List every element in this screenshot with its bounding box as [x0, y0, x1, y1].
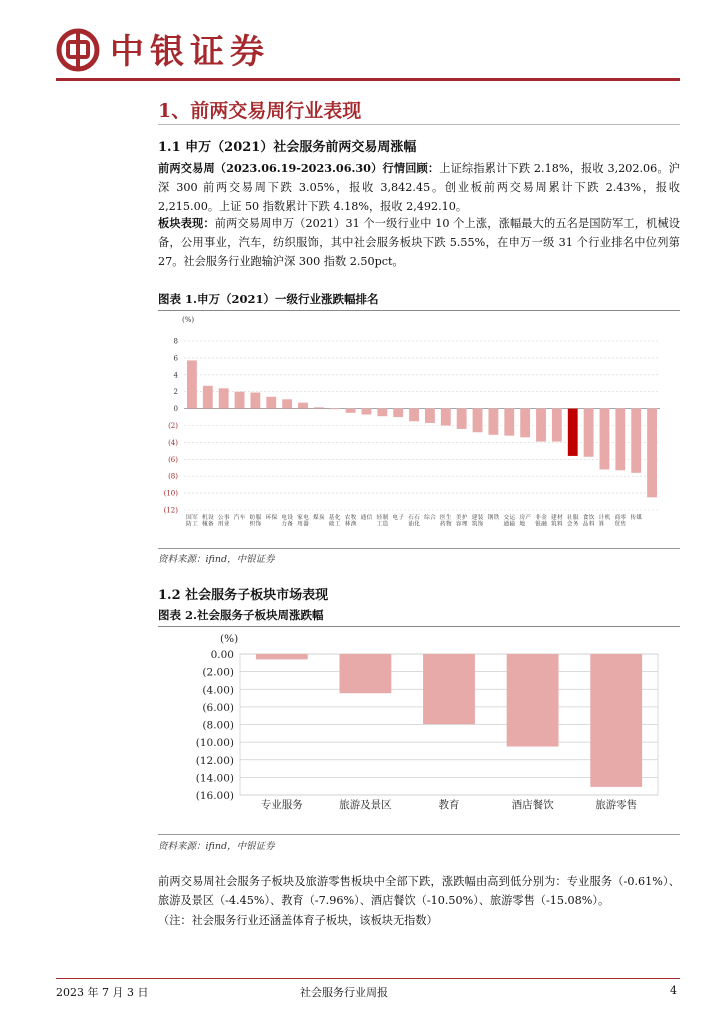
- chart2-bar: [339, 654, 391, 693]
- chart1-x-tick-label: 机械设备: [201, 515, 214, 528]
- chart1-bar: [377, 409, 387, 417]
- footer-rule: [56, 978, 680, 979]
- chart1-x-tick-label: 石油石化: [408, 515, 420, 528]
- chart1-x-tick-label: 建筑装饰: [471, 515, 484, 528]
- brand-name: 中银证券: [110, 32, 270, 72]
- chart1-x-tick-label: 社会服务: [566, 515, 579, 528]
- chart2-x-tick-label: 酒店餐饮: [511, 799, 554, 811]
- chart1-y-tick-label: 8: [173, 337, 178, 346]
- chart1-x-tick-label: 汽车: [233, 515, 246, 521]
- chart2-y-tick-label: (14.00): [195, 772, 234, 785]
- sector-performance-lead: 板块表现：: [158, 216, 215, 230]
- chart1-bar: [219, 388, 229, 408]
- chart1-x-tick-label: 纺织服饰: [249, 515, 262, 528]
- footer-report-title: 社会服务行业周报: [300, 986, 388, 999]
- chart1-x-tick-label: 通信: [360, 515, 373, 521]
- section-title-rule: [158, 124, 680, 125]
- chart1-x-tick-label: 环保: [265, 515, 278, 521]
- chart1-bar: [504, 409, 514, 436]
- industry-ranking-chart: [158, 311, 680, 547]
- chart1-bar: [536, 409, 546, 442]
- chart1-y-tick-label: 2: [173, 388, 178, 397]
- chart2-y-tick-label: (12.00): [195, 754, 234, 767]
- chart1-x-tick-label: 钢铁: [487, 515, 500, 521]
- figure-1-source: 资料来源：ifind，中银证券: [158, 554, 275, 565]
- chart1-bar: [330, 409, 340, 410]
- footer-date: 2023 年 7 月 3 日: [56, 986, 149, 999]
- page-number: 4: [670, 984, 677, 997]
- chart1-bar: [647, 409, 657, 498]
- chart1-bar: [615, 409, 625, 471]
- chart2-x-tick-label: 旅游及景区: [339, 799, 392, 811]
- chart2-y-tick-label: (2.00): [202, 666, 234, 679]
- chart1-x-tick-label: 煤炭: [313, 515, 325, 521]
- chart1-y-tick-label: 0: [173, 405, 178, 414]
- chart1-y-tick-label: (4): [168, 438, 178, 447]
- chart1-bar: [235, 392, 245, 409]
- chart1-bar: [568, 409, 578, 456]
- chart1-bar: [425, 409, 435, 423]
- chart1-y-tick-label: (10): [163, 489, 178, 498]
- boc-coin-logo-icon: [56, 28, 100, 72]
- chart2-y-tick-label: (10.00): [195, 737, 234, 750]
- chart1-x-tick-label: 电力设备: [281, 515, 293, 528]
- chart1-x-tick-label: 基础化工: [328, 515, 341, 528]
- chart1-bar: [346, 409, 356, 413]
- subsection-title-2: 1.2 社会服务子板块市场表现: [158, 588, 329, 603]
- figure-1-source-rule: [158, 548, 680, 549]
- chart2-y-tick-label: 0.00: [210, 649, 234, 661]
- chart1-bar: [250, 393, 260, 409]
- chart1-x-tick-label: 商贸零售: [614, 515, 627, 528]
- chart2-x-tick-label: 教育: [438, 799, 460, 811]
- chart1-x-tick-label: 美容护理: [455, 515, 468, 528]
- chart1-bar: [473, 409, 483, 433]
- chart1-y-tick-label: (6): [168, 455, 178, 464]
- chart1-x-tick-label: 计算机: [598, 515, 611, 528]
- section-title: 1、前两交易周行业表现: [158, 100, 362, 122]
- chart1-x-tick-label: 医药生物: [439, 515, 452, 528]
- figure-2-source-rule: [158, 834, 680, 835]
- sector-performance-paragraph: [158, 214, 680, 271]
- chart1-x-tick-label: 公用事业: [217, 515, 230, 528]
- chart1-x-tick-label: 电子: [392, 515, 405, 521]
- sector-performance-body: 前两交易周申万（2021）31 个一级行业中 10 个上涨，涨幅最大的五名是国防军工，机械设备，公用事业，汽车，纺织服饰，其中社会服务板块下跌 5.55%，在申万一级 31 个行业排名中位列第 27。社会服务行业跑输沪深 300 指数 2.50pct。: [158, 217, 680, 268]
- chart1-bar: [600, 409, 610, 470]
- chart1-bar: [631, 409, 641, 473]
- sub-sector-summary-paragraph: 前两交易周社会服务子板块及旅游零售板块中全部下跌，涨跌幅由高到低分别为：专业服务（-0.61%）、旅游及景区（-4.45%）、教育（-7.96%）、酒店餐饮（-10.50%）、旅游零售（-15.08%）。: [158, 875, 680, 907]
- chart2-bar: [507, 654, 559, 747]
- market-review-body: 上证综指累计下跌 2.18%，报收 3,202.06。沪深 300 前两交易周下跌 3.05%，报收 3,842.45。创业板前两交易周累计下跌 2.43%，报收 2,215.00。上证 50 指数累计下跌 4.18%，报收 2,492.10。: [158, 162, 680, 213]
- chart1-y-tick-label: (2): [168, 422, 178, 430]
- chart1-bar: [409, 409, 419, 422]
- chart2-bar: [256, 654, 308, 659]
- chart1-x-tick-label: 轻工制造: [376, 515, 389, 528]
- chart1-bar: [362, 409, 372, 415]
- chart2-y-tick-label: (4.00): [202, 684, 234, 697]
- chart1-y-tick-label: (12): [163, 506, 178, 515]
- chart1-x-tick-label: 家用电器: [297, 515, 309, 528]
- chart1-bar: [584, 409, 594, 457]
- chart1-x-tick-label: 农林牧渔: [344, 515, 357, 528]
- sub-sector-note: （注：社会服务行业还涵盖体育子板块，该板块无指数）: [158, 914, 438, 927]
- figure-2-caption: 图表 2.社会服务子板块周涨跌幅: [158, 608, 324, 622]
- chart1-y-tick-label: 4: [173, 371, 178, 380]
- header-rule: [56, 78, 680, 81]
- chart1-bar: [282, 399, 292, 408]
- chart1-bar: [552, 409, 562, 442]
- chart2-x-tick-label: 旅游零售: [595, 799, 638, 811]
- chart1-x-tick-label: 传媒: [630, 515, 643, 521]
- chart2-y-tick-label: (6.00): [202, 701, 234, 714]
- chart1-y-tick-label: (8): [168, 472, 178, 481]
- chart1-x-tick-label: 综合: [424, 515, 436, 521]
- chart2-bar: [423, 654, 475, 724]
- chart2-unit-label: (%): [220, 633, 239, 645]
- chart1-bar: [187, 360, 197, 408]
- chart1-bar: [441, 409, 451, 426]
- chart1-x-tick-label: 房地产: [519, 515, 531, 528]
- chart2-bar: [590, 654, 642, 787]
- chart2-y-tick-label: (16.00): [195, 790, 234, 802]
- chart1-unit-label: (%): [182, 316, 195, 324]
- figure-2-source: 资料来源：ifind，中银证券: [158, 841, 275, 852]
- market-review-lead: 前两交易周（2023.06.19-2023.06.30）行情回顾：: [158, 161, 440, 175]
- chart1-bar: [520, 409, 530, 438]
- chart1-bar: [203, 386, 213, 409]
- chart1-bar: [393, 409, 403, 417]
- chart1-bar: [298, 403, 308, 409]
- chart1-bar: [314, 407, 324, 408]
- chart1-x-tick-label: 交通运输: [503, 515, 516, 528]
- chart1-x-tick-label: 非银金融: [535, 515, 547, 528]
- chart2-x-tick-label: 专业服务: [260, 799, 303, 811]
- chart1-x-tick-label: 建筑材料: [551, 515, 563, 528]
- chart1-x-tick-label: 国防军工: [186, 515, 198, 528]
- sub-sector-chart: [158, 627, 680, 833]
- chart1-x-tick-label: 食品饮料: [582, 515, 595, 528]
- chart2-y-tick-label: (8.00): [202, 719, 234, 732]
- chart1-y-tick-label: 6: [173, 354, 178, 363]
- market-review-paragraph: [158, 159, 680, 216]
- figure-1-caption: 图表 1.申万（2021）一级行业涨跌幅排名: [158, 292, 379, 306]
- subsection-title-1: 1.1 申万（2021）社会服务前两交易周涨幅: [158, 140, 417, 155]
- chart1-bar: [266, 397, 276, 409]
- chart1-bar: [488, 409, 498, 435]
- chart1-bar: [457, 409, 467, 429]
